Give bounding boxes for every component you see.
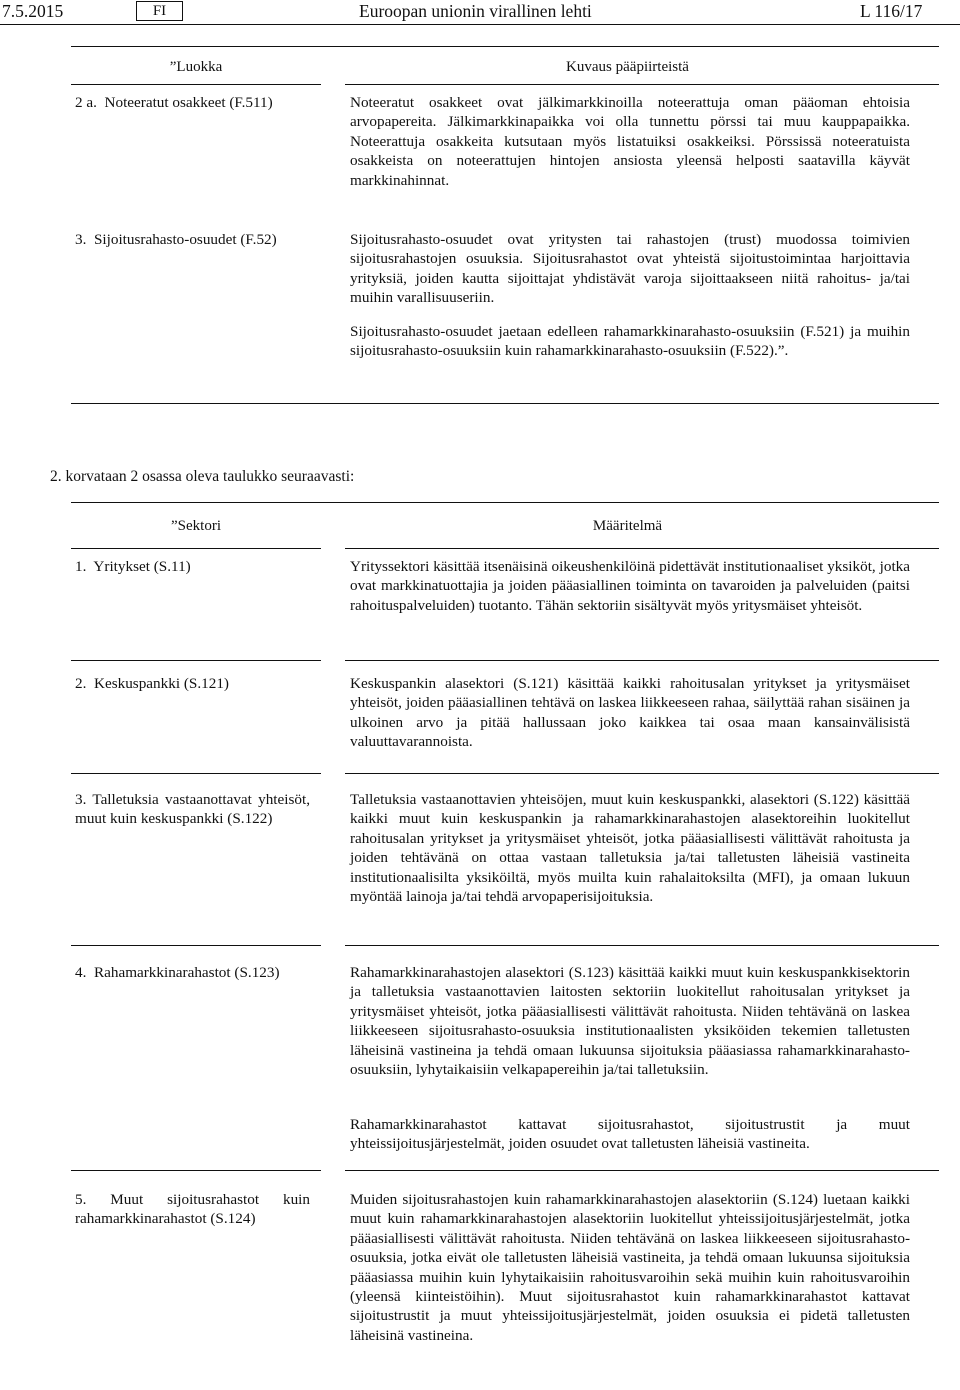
- header-date: 7.5.2015: [2, 1, 64, 21]
- table1-row2-text-p2: Sijoitusrahasto-osuudet jaetaan edelleen rahamarkkinarahasto-osuuksiin (F.521) ja muihin sijoitusrahasto-osuuksiin kuin rahamarkkinarahasto-osuuksiin (F.522).”.: [350, 323, 910, 360]
- table2-row2-rule-right: [345, 773, 939, 774]
- table1-row1-text: Noteeratut osakkeet ovat jälkimarkkinoilla noteerattuja oman pääoman ehtoisia arvopapereita. Jälkimarkkinapaikka voi olla tunnettu pörssi tai muu kauppapaikka. Noteerattuja osakkeita kutsutaan myös listatuiksi osakkeiksi. Pörssissä noteeratuista osakkeista on noteerattujen hintojen ansiosta yleensä helposti saatavilla käyvät markkinahinnat.: [350, 94, 910, 189]
- table2-row3-label: 3. Talletuksia vastaanottavat yhteisöt, muut kuin keskuspankki (S.122): [75, 791, 310, 828]
- table1-row1-label: 2 a. Noteeratut osakkeet (F.511): [75, 94, 273, 111]
- table1-row2-label: 3. Sijoitusrahasto-osuudet (F.52): [75, 231, 277, 248]
- table2-row3-rule-right: [345, 945, 939, 946]
- journal-title: Euroopan unionin virallinen lehti: [359, 1, 592, 21]
- table2-row5-text: Muiden sijoitusrahastojen kuin rahamarkkinarahastojen alasektoriin (S.124) luetaan kaikki muut kuin rahamarkkinarahastojen alasektoriin luokitellut yhteissijoitusjärjestelmät, jotka pääasiallisesti välittävät rahoitusta. Niiden tehtävänä on laskea liikkeeseen sijoitusrahasto-osuuksia, jotka eivät ole talletusten läheisiä vastineita, ja tehdä omaan lukuunsa sijoituksia pääasiassa muihin kuin lyhytaikaisiin rahoitusvaroihin sekä muihin kuin rahoitusvaroihin (yleensä kiinteistöihin). Muut sijoitusrahastot kuin rahamarkkinarahastot kattavat sijoitustrustit ja muut yhteissijoitusjärjestelmät, joiden osuuksia ei pidetä talletusten läheisinä vastineina.: [350, 1191, 910, 1344]
- table1-top-rule: [71, 46, 939, 47]
- table1-row2-text-p1: Sijoitusrahasto-osuudet ovat yritysten tai rahastojen (trust) muodossa toimivien sijoitusrahastojen osuuksia. Sijoitusrahastot ovat yhteistä sijoitustoimintaa harjoittavia yrityksiä, joiden kautta sijoittajat yhdistävät varoja sijoittaakseen niitä rahoitus- ja/tai muihin varallisuuseriin.: [350, 231, 910, 307]
- table2-header-rule-right: [345, 548, 939, 549]
- table2-row4-rule-right: [345, 1170, 939, 1171]
- table2-top-rule: [71, 502, 939, 503]
- table1-header-rule-right: [345, 84, 939, 85]
- table2-row4-text-p2: Rahamarkkinarahastot kattavat sijoitusrahastot, sijoitustrustit ja muut yhteissijoitusjärjestelmät, joiden osuudet ovat talletusten läheisiä vastineita.: [350, 1116, 910, 1153]
- table2-col2-header: Määritelmä: [592, 518, 663, 534]
- table2-row1-rule-left: [71, 660, 321, 661]
- table2-row4-rule-left: [71, 1170, 321, 1171]
- page-reference: L 116/17: [860, 1, 923, 21]
- table2-row2-rule-left: [71, 773, 321, 774]
- table2-row3-text: Talletuksia vastaanottavien yhteisöjen, muut kuin keskuspankki, alasektori (S.122) käsittää kaikki muut kuin keskuspankin ja rahamarkkinarahastojen alasektoreihin luokitellut rahoitusalan yritykset ja yritysmäiset yhteisöt, jotka pääasiallisesti välittävät rahoitusta ja joiden tehtävänä on ottaa vastaan talletuksia ja/tai talletusten läheisiä vastineita institutionaalisilta yksiköiltä, myös muilta kuin rahalaitoksilta (MFI), ja omaan lukuun myöntää lainoja ja/tai tehdä arvopaperisijoituksia.: [350, 791, 910, 906]
- table2-row1-label: 1. Yritykset (S.11): [75, 558, 191, 575]
- table2-col1-header: ”Sektori: [171, 518, 221, 534]
- amendment-intro: 2. korvataan 2 osassa oleva taulukko seuraavasti:: [50, 468, 355, 485]
- table2-row1-rule-right: [345, 660, 939, 661]
- header-divider: [0, 24, 960, 25]
- table1-bottom-rule: [71, 403, 939, 404]
- language-badge: FI: [136, 1, 183, 21]
- table1-col2-header: Kuvaus pääpiirteistä: [566, 59, 689, 75]
- table2-row4-text-p1: Rahamarkkinarahastojen alasektori (S.123) käsittää kaikki muut kuin keskuspankkisektorin ja talletuksia vastaanottavien laitosten sektoriin luokitellut rahoitusalan yritykset ja yritysmäiset yhteisöt, jotka pääasiallisesti välittävät rahoitusta. Niiden tehtävänä on laskea liikkeeseen sijoitusrahasto-osuuksia institutionaalisten yksiköiden tekemien talletusten läheisinä vastineina ja tehdä omaan lukuunsa sijoituksia pääasiassa rahamarkkinarahasto-osuuksiin, lyhytaikaisiin velkapapereihin ja/tai talletuksiin.: [350, 964, 910, 1079]
- table2-row2-text: Keskuspankin alasektori (S.121) käsittää kaikki rahoitusalan yritykset ja yritysmäiset yhteisöt, joiden pääasiallinen tehtävä on laskea liikkeeseen rahaa, säilyttää rahan sisäinen ja ulkoinen arvo ja pitää hallussaan joko kaikkea tai osaa maan kansainvälisistä valuuttavarannoista.: [350, 675, 910, 751]
- table2-header-rule-left: [71, 548, 321, 549]
- table2-row3-rule-left: [71, 945, 321, 946]
- table1-col1-header: ”Luokka: [169, 59, 223, 75]
- table1-header-rule-left: [71, 84, 321, 85]
- table2-row2-label: 2. Keskuspankki (S.121): [75, 675, 229, 692]
- table2-row5-label: 5. Muut sijoitusrahastot kuin rahamarkkinarahastot (S.124): [75, 1191, 310, 1228]
- table2-row4-label: 4. Rahamarkkinarahastot (S.123): [75, 964, 280, 981]
- table2-row1-text: Yrityssektori käsittää itsenäisinä oikeushenkilöinä pidettävät institutionaaliset yksiköt, jotka ovat markkinatuottajia ja joiden pääasiallinen toiminta on tavaroiden ja palveluiden (paitsi rahoituspalveluiden) tuotanto. Tähän sektoriin sisältyvät myös yritysmäiset yhteisöt.: [350, 558, 910, 614]
